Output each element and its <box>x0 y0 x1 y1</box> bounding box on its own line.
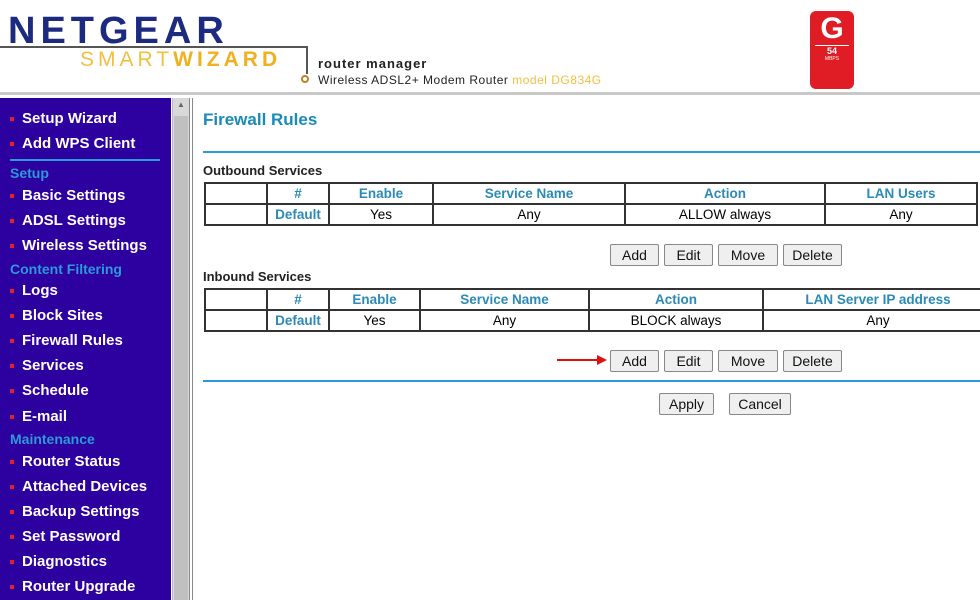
col-select <box>205 183 267 204</box>
scrollbar-thumb[interactable] <box>174 116 188 600</box>
smartwizard-logo <box>80 48 281 72</box>
sidebar-item-firewall-rules[interactable]: Firewall Rules <box>10 332 123 349</box>
row-lan-server-ip: Any <box>763 310 980 331</box>
row-lan-users: Any <box>825 204 977 225</box>
col-service-name: Service Name <box>420 289 589 310</box>
bottom-divider <box>203 380 980 382</box>
scroll-up-icon[interactable]: ▲ <box>177 100 185 109</box>
bullet-icon <box>301 75 309 83</box>
col-number: # <box>267 183 329 204</box>
sidebar-item-wireless-settings[interactable]: Wireless Settings <box>10 237 147 254</box>
red-arrow-icon <box>557 359 599 361</box>
sidebar-item-basic-settings[interactable]: Basic Settings <box>10 187 125 204</box>
outbound-delete-button[interactable]: Delete <box>783 244 842 266</box>
frame-divider[interactable] <box>189 98 193 600</box>
badge-speed: 54 <box>826 46 837 56</box>
row-number: Default <box>267 310 329 331</box>
sidebar-item-adsl-settings[interactable]: ADSL Settings <box>10 212 126 229</box>
sidebar-item-block-sites[interactable]: Block Sites <box>10 307 103 324</box>
col-lan-users: LAN Users <box>825 183 977 204</box>
row-enable: Yes <box>329 310 420 331</box>
row-number: Default <box>267 204 329 225</box>
row-action: ALLOW always <box>625 204 825 225</box>
outbound-label: Outbound Services <box>203 163 323 178</box>
sidebar-item-backup-settings[interactable]: Backup Settings <box>10 503 140 520</box>
header <box>0 0 980 95</box>
table-row <box>205 204 977 225</box>
sidebar-item-set-password[interactable]: Set Password <box>10 528 120 545</box>
sidebar-item-logs[interactable]: Logs <box>10 282 58 299</box>
section-maintenance: Maintenance <box>10 431 95 447</box>
row-enable: Yes <box>329 204 433 225</box>
inbound-delete-button[interactable]: Delete <box>783 350 842 372</box>
sidebar <box>0 98 171 600</box>
wizard-text: WIZARD <box>173 48 282 71</box>
inbound-move-button[interactable]: Move <box>718 350 778 372</box>
arrowhead-icon <box>597 355 607 365</box>
sidebar-item-schedule[interactable]: Schedule <box>10 382 89 399</box>
title-divider <box>203 151 980 153</box>
wireless-g-badge <box>810 11 854 89</box>
section-setup: Setup <box>10 165 49 181</box>
sidebar-item-email[interactable]: E-mail <box>10 408 67 425</box>
col-lan-server-ip: LAN Server IP address <box>763 289 980 310</box>
sidebar-item-diagnostics[interactable]: Diagnostics <box>10 553 107 570</box>
sidebar-item-add-wps-client[interactable]: Add WPS Client <box>10 135 135 152</box>
product-label <box>318 73 602 87</box>
outbound-edit-button[interactable]: Edit <box>664 244 713 266</box>
sidebar-divider <box>10 159 160 161</box>
section-content-filtering: Content Filtering <box>10 261 122 277</box>
badge-unit: MBPS <box>824 56 840 62</box>
table-header <box>205 289 980 310</box>
netgear-logo: NETGEAR <box>8 10 229 52</box>
cancel-button[interactable]: Cancel <box>729 393 791 415</box>
col-action: Action <box>625 183 825 204</box>
router-manager-label: router manager <box>318 56 428 71</box>
col-select <box>205 289 267 310</box>
col-action: Action <box>589 289 763 310</box>
row-action: BLOCK always <box>589 310 763 331</box>
badge-letter: G <box>815 13 849 46</box>
sidebar-item-router-upgrade[interactable]: Router Upgrade <box>10 578 135 595</box>
inbound-label: Inbound Services <box>203 269 312 284</box>
inbound-add-button[interactable]: Add <box>610 350 659 372</box>
sidebar-item-attached-devices[interactable]: Attached Devices <box>10 478 147 495</box>
col-enable: Enable <box>329 183 433 204</box>
sidebar-item-services[interactable]: Services <box>10 357 84 374</box>
sidebar-item-setup-wizard[interactable]: Setup Wizard <box>10 110 117 127</box>
page-title: Firewall Rules <box>203 110 318 129</box>
col-service-name: Service Name <box>433 183 625 204</box>
model-name: model DG834G <box>512 73 602 87</box>
inbound-table <box>204 288 980 332</box>
smart-text: SMART <box>80 48 174 71</box>
inbound-edit-button[interactable]: Edit <box>664 350 713 372</box>
row-service: Any <box>420 310 589 331</box>
col-enable: Enable <box>329 289 420 310</box>
row-service: Any <box>433 204 625 225</box>
outbound-table <box>204 182 978 226</box>
sidebar-scrollbar[interactable] <box>172 98 189 600</box>
sidebar-item-router-status[interactable]: Router Status <box>10 453 120 470</box>
col-number: # <box>267 289 329 310</box>
outbound-add-button[interactable]: Add <box>610 244 659 266</box>
row-select <box>205 310 267 331</box>
table-header <box>205 183 977 204</box>
table-row <box>205 310 980 331</box>
outbound-move-button[interactable]: Move <box>718 244 778 266</box>
row-select <box>205 204 267 225</box>
apply-button[interactable]: Apply <box>659 393 714 415</box>
product-name: Wireless ADSL2+ Modem Router <box>318 73 509 87</box>
